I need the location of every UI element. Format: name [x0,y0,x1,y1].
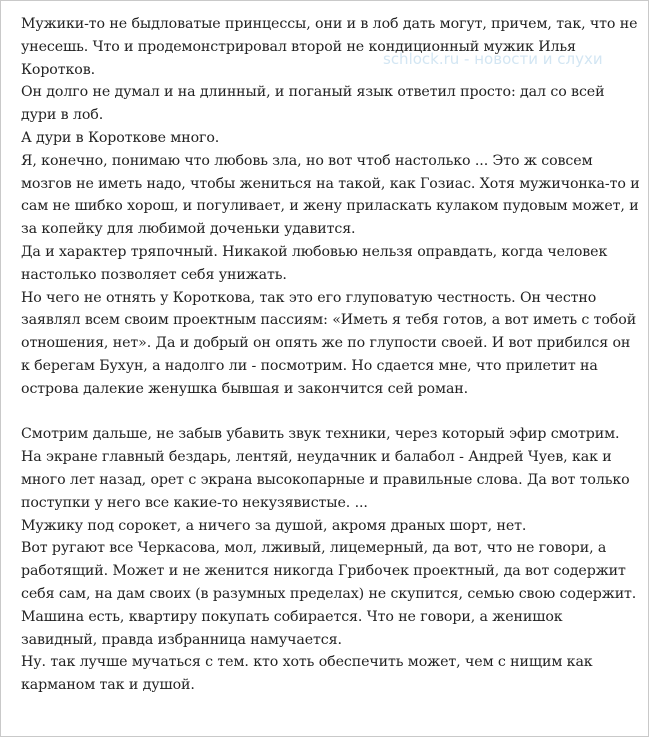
site-watermark: schlock.ru - новости и слухи [383,50,603,68]
article-body [21,13,641,697]
paragraph: Но чего не отнять у Короткова, так это его глуповатую честность. Он честно заявлял всем своим проектным пассиям: «Иметь я тебя готов, а вот иметь с тобой отношения, нет». Да и добрый он опять же по глупости своей. И вот прибился он к берегам Бухун, а надолго ли - посмотрим. Но сдается мне, что прилетит на острова далекие женушка бывшая и закончится сей роман. [21,289,637,397]
paragraph: Смотрим дальше, не забыв убавить звук техники, через который эфир смотрим. На экране главный бездарь, лентяй, неудачник и балабол - Андрей Чуев, как и много лет назад, орет с экрана высокопарные и правильные слова. Да вот только поступки у него все какие-то некузявистые. ... [21,426,630,511]
paragraph: Машина есть, квартиру покупать собирается. Что не говори, а женишок завидный, правда избранница намучается. [21,608,563,648]
paragraph: Мужики-то не быдловатые принцессы, они и в лоб дать могут, причем, так, что не унесешь. Что и продемонстрировал второй не кондиционный мужик Илья Коротков. [21,16,638,78]
paragraph: Он долго не думал и на длинный, и поганый язык ответил просто: дал со всей дури в лоб. [21,84,605,124]
paragraph: Мужику под сорокет, а ничего за душой, акромя драных шорт, нет. [21,517,527,534]
paragraph: Я, конечно, понимаю что любовь зла, но вот чтоб настолько ... Это ж совсем мозгов не иметь надо, чтобы жениться на такой, как Гозиас. Хотя мужичонка-то и сам не шибко хорош, и погуливает, и жену приласкать кулаком пудовым может, и за копейку для любимой доченьки удавится. [21,152,640,238]
paragraph: Ну. так лучше мучаться с тем. кто хоть обеспечить может, чем с нищим как карманом так и душой. [21,654,593,694]
paragraph: Вот ругают все Черкасова, мол, лживый, лицемерный, да вот, что не говори, а работящий. Может и не женится никогда Грибочек проектный, да вот содержит себя сам, на дам своих (в разумных пределах) не скупится, семью свою содержит. [21,540,637,602]
paragraph: А дури в Короткове много. [21,129,220,146]
paragraph-spacer [21,401,641,424]
paragraph: Да и характер тряпочный. Никакой любовью нельзя оправдать, когда человек настолько позволяет себя унижать. [21,243,608,283]
